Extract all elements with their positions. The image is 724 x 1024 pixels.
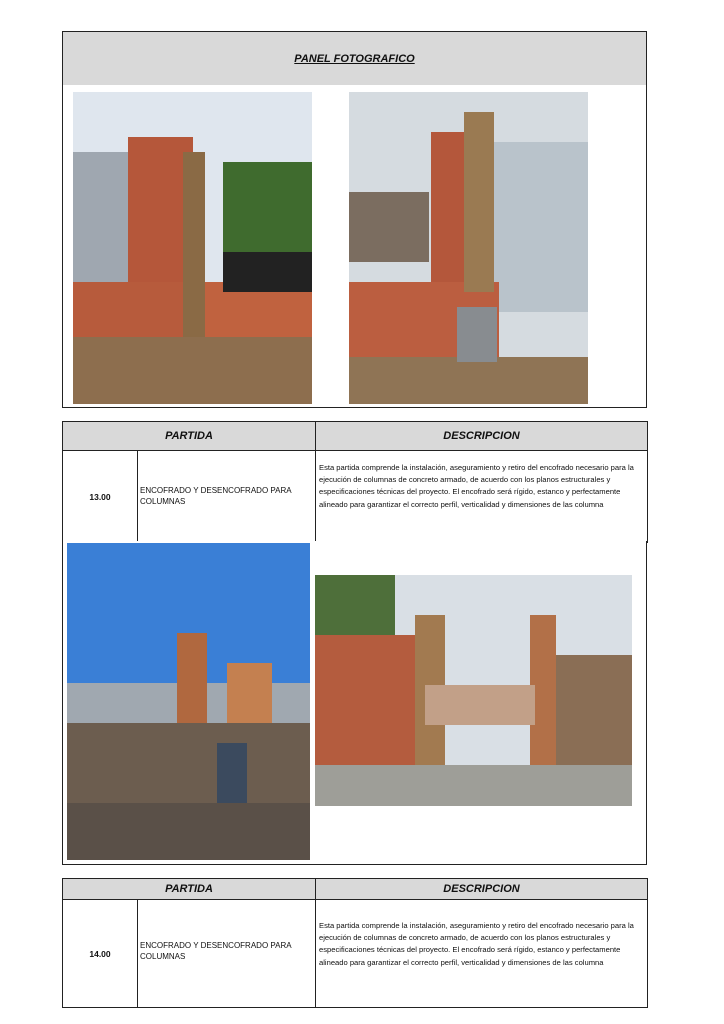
item-code: 13.00 xyxy=(63,451,138,543)
item-name: ENCOFRADO Y DESENCOFRADO PARA COLUMNAS xyxy=(138,451,316,543)
item-name: ENCOFRADO Y DESENCOFRADO PARA COLUMNAS xyxy=(138,900,316,1008)
photo-2 xyxy=(349,92,588,404)
photo-4 xyxy=(315,575,632,806)
partida-table-14 xyxy=(62,878,648,1008)
panel-title: PANEL FOTOGRAFICO xyxy=(294,52,415,65)
descripcion-header: DESCRIPCION xyxy=(316,422,648,451)
photo-box-middle xyxy=(62,541,647,865)
photo-1 xyxy=(73,92,312,404)
photo-box-top xyxy=(62,85,647,408)
item-description: Esta partida comprende la instalación, aseguramiento y retiro del encofrado necesario para la ejecución de columnas de concreto armado, de acuerdo con los planos estructurales y especificaciones técnicas del proyecto. El encofrado será rígido, estanco y perfectamente alineado para garantizar el correcto perfil, verticalidad y dimensiones de las columna xyxy=(316,900,648,1008)
descripcion-header: DESCRIPCION xyxy=(316,879,648,900)
item-code: 14.00 xyxy=(63,900,138,1008)
partida-table-13 xyxy=(62,421,648,543)
partida-header: PARTIDA xyxy=(63,879,316,900)
photo-3 xyxy=(67,543,310,860)
item-description: Esta partida comprende la instalación, aseguramiento y retiro del encofrado necesario para la ejecución de columnas de concreto armado, de acuerdo con los planos estructurales y especificaciones técnicas del proyecto. El encofrado será rígido, estanco y perfectamente alineado para garantizar el correcto perfil, verticalidad y dimensiones de las columna xyxy=(316,451,648,543)
panel-header xyxy=(62,31,647,86)
partida-header: PARTIDA xyxy=(63,422,316,451)
